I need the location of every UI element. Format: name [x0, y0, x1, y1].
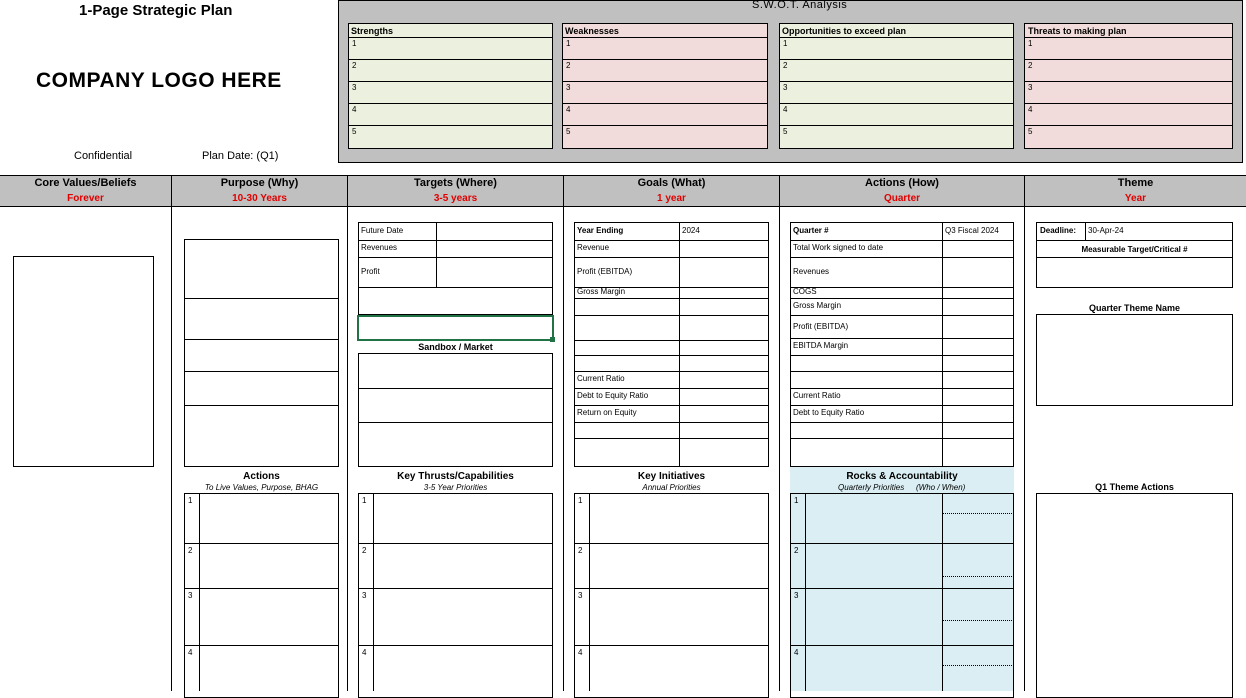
swot-opportunities-box[interactable] — [779, 23, 1014, 149]
swot-row-number: 5 — [783, 127, 788, 136]
numbered-list-divider — [199, 493, 200, 691]
actions-gross-margin-label: Gross Margin — [793, 301, 842, 310]
targets-revenues-label: Revenues — [361, 243, 398, 252]
col-targets-sub: 3-5 years — [433, 193, 478, 204]
col-actions-sub: Quarter — [883, 193, 921, 204]
rocks-sub: Quarterly Priorities — [838, 483, 905, 492]
numbered-list-number: 2 — [188, 546, 193, 555]
q1-theme-actions-title: Q1 Theme Actions — [1095, 482, 1174, 492]
swot-row-number: 4 — [783, 105, 788, 114]
swot-row-number: 1 — [352, 39, 357, 48]
swot-row-number: 2 — [783, 61, 788, 70]
swot-row-line — [562, 59, 768, 60]
swot-row-number: 3 — [1028, 83, 1033, 92]
targets-row-line — [358, 287, 553, 288]
purpose-actions-sub: To Live Values, Purpose, BHAG — [204, 483, 319, 492]
numbered-list-number: 4 — [578, 648, 583, 657]
numbered-list-number: 2 — [578, 546, 583, 555]
numbered-list-row-line — [184, 543, 339, 544]
goals-row-line — [574, 438, 769, 439]
theme-row-line — [1036, 257, 1233, 258]
actions-col-line — [942, 222, 943, 467]
numbered-list-number: 3 — [794, 591, 799, 600]
numbered-list-number: 1 — [794, 496, 799, 505]
swot-row-line — [779, 37, 1014, 38]
swot-row-line — [1024, 103, 1233, 104]
core-values-box[interactable] — [13, 256, 154, 467]
col-theme-sub: Year — [1124, 193, 1147, 204]
theme-row-line — [1036, 240, 1233, 241]
theme-deadline-label: Deadline: — [1040, 226, 1077, 235]
numbered-list-box[interactable] — [358, 493, 553, 698]
numbered-list-divider — [373, 493, 374, 691]
actions-profit-label: Profit (EBITDA) — [793, 322, 849, 331]
initiatives-title: Key Initiatives — [637, 471, 706, 482]
goals-row-line — [574, 388, 769, 389]
goals-row-line — [574, 298, 769, 299]
numbered-list-row-line — [574, 645, 769, 646]
col-theme-title: Theme — [1117, 177, 1154, 189]
swot-row-number: 5 — [566, 127, 571, 136]
purpose-box[interactable] — [184, 239, 339, 467]
numbered-list-row-line — [184, 645, 339, 646]
actions-row-line — [790, 355, 1014, 356]
rocks-who-line — [942, 665, 1014, 666]
actions-quarter-label: Quarter # — [793, 226, 829, 235]
numbered-list-row-line — [358, 588, 553, 589]
goals-revenue-label: Revenue — [577, 243, 610, 252]
goals-current-ratio-label: Current Ratio — [577, 374, 625, 383]
purpose-row-line — [184, 298, 339, 299]
quarter-theme-title: Quarter Theme Name — [1088, 303, 1181, 313]
swot-row-line — [348, 81, 553, 82]
swot-row-line — [348, 125, 553, 126]
rocks-who-divider — [942, 493, 943, 691]
goals-col-line — [679, 222, 680, 467]
goals-row-line — [574, 405, 769, 406]
col-goals-sub: 1 year — [657, 193, 686, 204]
swot-weaknesses-box[interactable] — [562, 23, 768, 149]
actions-row-line — [790, 422, 1014, 423]
actions-cogs-label: COGS — [793, 287, 817, 296]
numbered-list-row-line — [358, 543, 553, 544]
numbered-list-number: 1 — [362, 496, 367, 505]
numbered-list-divider — [589, 493, 590, 691]
actions-row-line — [790, 388, 1014, 389]
targets-row-line — [358, 257, 553, 258]
swot-row-number: 1 — [1028, 39, 1033, 48]
numbered-list-number: 4 — [362, 648, 367, 657]
column-divider — [563, 175, 564, 691]
thrusts-title: Key Thrusts/Capabilities — [397, 471, 514, 482]
swot-row-number: 4 — [352, 105, 357, 114]
targets-future-date-label: Future Date — [361, 226, 404, 235]
targets-row-line — [358, 240, 553, 241]
rocks-who-line — [942, 645, 1014, 646]
actions-row-line — [790, 287, 1014, 288]
column-divider — [347, 175, 348, 691]
rocks-title: Rocks & Accountability — [846, 471, 958, 482]
purpose-row-line — [184, 371, 339, 372]
actions-row-line — [790, 371, 1014, 372]
numbered-list-row-line — [574, 588, 769, 589]
sandbox-row-line — [358, 422, 553, 423]
goals-roe-label: Return on Equity — [577, 408, 637, 417]
actions-row-line — [790, 257, 1014, 258]
swot-row-line — [348, 37, 553, 38]
swot-row-number: 4 — [1028, 105, 1033, 114]
numbered-list-number: 3 — [362, 591, 367, 600]
swot-row-number: 3 — [352, 83, 357, 92]
actions-row-line — [790, 240, 1014, 241]
swot-row-number: 5 — [352, 127, 357, 136]
numbered-list-number: 2 — [362, 546, 367, 555]
goals-row-line — [574, 257, 769, 258]
goals-row-line — [574, 422, 769, 423]
numbered-list-number: 1 — [578, 496, 583, 505]
goals-row-line — [574, 315, 769, 316]
swot-row-line — [348, 59, 553, 60]
rocks-who-line — [942, 620, 1014, 621]
actions-current-ratio-label: Current Ratio — [793, 391, 841, 400]
swot-row-number: 4 — [566, 105, 571, 114]
plan-date-label: Plan Date: (Q1) — [202, 150, 279, 162]
swot-row-line — [779, 81, 1014, 82]
targets-profit-label: Profit — [361, 267, 380, 276]
actions-total-work-label: Total Work signed to date — [793, 243, 884, 252]
col-purpose-title: Purpose (Why) — [220, 177, 299, 189]
swot-row-line — [562, 103, 768, 104]
swot-row-number: 1 — [566, 39, 571, 48]
cell-fill-handle[interactable] — [550, 337, 555, 342]
q1-theme-actions-box[interactable] — [1036, 493, 1233, 698]
actions-row-line — [790, 438, 1014, 439]
column-divider — [779, 175, 780, 691]
swot-row-number: 1 — [783, 39, 788, 48]
numbered-list-box[interactable] — [790, 493, 1014, 698]
numbered-list-row-line — [574, 543, 769, 544]
swot-row-line — [779, 103, 1014, 104]
goals-row-line — [574, 371, 769, 372]
numbered-list-number: 3 — [188, 591, 193, 600]
swot-row-number: 2 — [1028, 61, 1033, 70]
rocks-who-line — [942, 513, 1014, 514]
col-core-sub: Forever — [67, 193, 104, 204]
numbered-list-number: 3 — [578, 591, 583, 600]
page-title: 1-Page Strategic Plan — [79, 2, 233, 19]
swot-threats-label: Threats to making plan — [1028, 26, 1127, 36]
swot-row-line — [348, 103, 553, 104]
purpose-row-line — [184, 339, 339, 340]
swot-row-number: 2 — [352, 61, 357, 70]
numbered-list-row-line — [358, 645, 553, 646]
actions-quarter-value: Q3 Fiscal 2024 — [945, 226, 999, 235]
actions-row-line — [790, 338, 1014, 339]
sandbox-title: Sandbox / Market — [418, 342, 493, 352]
rocks-who-line — [942, 576, 1014, 577]
swot-strengths-box[interactable] — [348, 23, 553, 149]
rocks-who-line — [942, 543, 1014, 544]
numbered-list-number: 4 — [794, 648, 799, 657]
actions-row-line — [790, 298, 1014, 299]
swot-row-line — [562, 125, 768, 126]
goals-row-line — [574, 240, 769, 241]
targets-box[interactable] — [358, 222, 553, 315]
numbered-list-box[interactable] — [184, 493, 339, 698]
rocks-who-line — [942, 588, 1014, 589]
numbered-list-box[interactable] — [574, 493, 769, 698]
swot-row-line — [562, 37, 768, 38]
swot-row-number: 2 — [566, 61, 571, 70]
swot-opportunities-label: Opportunities to exceed plan — [782, 26, 907, 36]
swot-row-line — [1024, 81, 1233, 82]
goals-debt-equity-label: Debt to Equity Ratio — [577, 391, 649, 400]
rocks-who: (Who / When) — [916, 483, 966, 492]
column-divider — [1024, 175, 1025, 691]
col-goals-title: Goals (What) — [637, 177, 706, 189]
numbered-list-number: 1 — [188, 496, 193, 505]
swot-row-number: 5 — [1028, 127, 1033, 136]
numbered-list-row-line — [184, 588, 339, 589]
numbered-list-number: 2 — [794, 546, 799, 555]
numbered-list-number: 4 — [188, 648, 193, 657]
swot-row-number: 3 — [566, 83, 571, 92]
goals-gross-margin-label: Gross Margin — [577, 287, 626, 296]
selected-cell[interactable] — [357, 315, 554, 341]
theme-col-line — [1085, 222, 1086, 240]
quarter-theme-box[interactable] — [1036, 314, 1233, 406]
col-targets-title: Targets (Where) — [414, 177, 497, 189]
goals-box[interactable] — [574, 222, 769, 467]
company-logo-placeholder: COMPANY LOGO HERE — [36, 69, 282, 92]
sandbox-row-line — [358, 388, 553, 389]
sandbox-box[interactable] — [358, 353, 553, 467]
swot-row-line — [779, 59, 1014, 60]
column-divider — [171, 175, 172, 691]
swot-weaknesses-label: Weaknesses — [565, 26, 619, 36]
goals-row-line — [574, 340, 769, 341]
actions-debt-equity-label: Debt to Equity Ratio — [793, 408, 865, 417]
swot-strengths-label: Strengths — [351, 26, 394, 36]
actions-row-line — [790, 405, 1014, 406]
col-purpose-sub: 10-30 Years — [232, 193, 287, 204]
swot-row-number: 3 — [783, 83, 788, 92]
confidential-label: Confidential — [74, 150, 133, 162]
purpose-actions-title: Actions — [243, 471, 280, 482]
col-core-title: Core Values/Beliefs — [34, 177, 137, 189]
swot-row-line — [1024, 37, 1233, 38]
swot-row-line — [562, 81, 768, 82]
swot-title: S.W.O.T. Analysis — [752, 0, 848, 11]
actions-row-line — [790, 315, 1014, 316]
theme-measurable-label: Measurable Target/Critical # — [1081, 245, 1188, 254]
swot-row-line — [1024, 59, 1233, 60]
actions-revenues-label: Revenues — [793, 267, 830, 276]
purpose-row-line — [184, 405, 339, 406]
goals-row-line — [574, 355, 769, 356]
numbered-list-divider — [805, 493, 806, 691]
swot-row-line — [779, 125, 1014, 126]
swot-threats-box[interactable] — [1024, 23, 1233, 149]
thrusts-sub: 3-5 Year Priorities — [423, 483, 488, 492]
goals-year-ending-label: Year Ending — [577, 226, 624, 235]
goals-year-value: 2024 — [682, 226, 700, 235]
targets-col-line — [436, 222, 437, 287]
initiatives-sub: Annual Priorities — [642, 483, 701, 492]
theme-deadline-value: 30-Apr-24 — [1088, 226, 1124, 235]
goals-profit-label: Profit (EBITDA) — [577, 267, 633, 276]
actions-ebitda-margin-label: EBITDA Margin — [793, 341, 849, 350]
col-actions-title: Actions (How) — [865, 177, 939, 189]
swot-row-line — [1024, 125, 1233, 126]
